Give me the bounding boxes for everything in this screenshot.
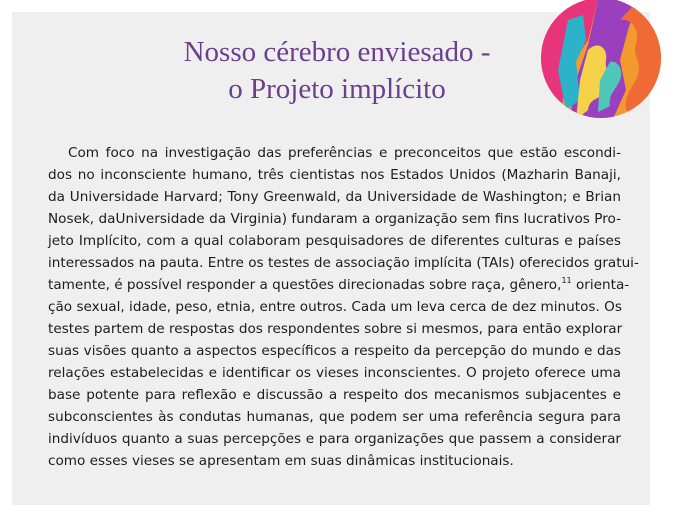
text-line: jeto Implícito, com a qual colaboram pesquisadores de diferentes culturas e países (48, 233, 621, 249)
text-segment: tamente, é possível responder a questões direcionadas sobre raça, gênero, (48, 277, 562, 293)
text-segment: orienta- (571, 277, 630, 293)
text-line: testes partem de respostas dos respondentes sobre si mesmos, para então explorar (48, 321, 623, 337)
text-line: como esses vieses se apresentam em suas dinâmicas institucionais. (48, 453, 514, 469)
footnote-marker: 11 (561, 276, 572, 285)
text-line: subconscientes às condutas humanas, que podem ser uma referência segura para (48, 409, 621, 425)
text-line-with-footnote (48, 274, 630, 296)
body-paragraph (48, 142, 639, 472)
text-line: Com foco na investigação das preferências e preconceitos que estão escondi- (68, 145, 621, 161)
text-line: interessados na pauta. Entre os testes de associação implícita (TAIs) oferecidos gratui- (48, 255, 639, 271)
title-line-1: Nosso cérebro enviesado - (183, 36, 491, 68)
text-line: Nosek, daUniversidade da Virginia) fundaram a organização sem fins lucrativos Pro- (48, 211, 621, 227)
title-line-2: o Projeto implícito (228, 73, 446, 105)
text-line: ção sexual, idade, peso, etnia, entre outros. Cada um leva cerca de dez minutos. Os (48, 299, 622, 315)
text-line: relações estabelecidas e identificar os vieses inconscientes. O projeto oferece uma (48, 365, 621, 381)
text-line: indivíduos quanto a suas percepções e para organizações que passem a considerar (48, 431, 621, 447)
text-line: base potente para reflexão e discussão a respeito dos mecanismos subjacentes e (48, 387, 621, 403)
text-line: da Universidade Harvard; Tony Greenwald, da Universidade de Washington; e Brian (48, 189, 621, 205)
box-title (0, 34, 674, 108)
text-line: dos no inconsciente humano, três cientistas nos Estados Unidos (Mazharin Banaji, (48, 167, 621, 183)
text-line: suas visões quanto a aspectos específicos a respeito da percepção do mundo e das (48, 343, 621, 359)
